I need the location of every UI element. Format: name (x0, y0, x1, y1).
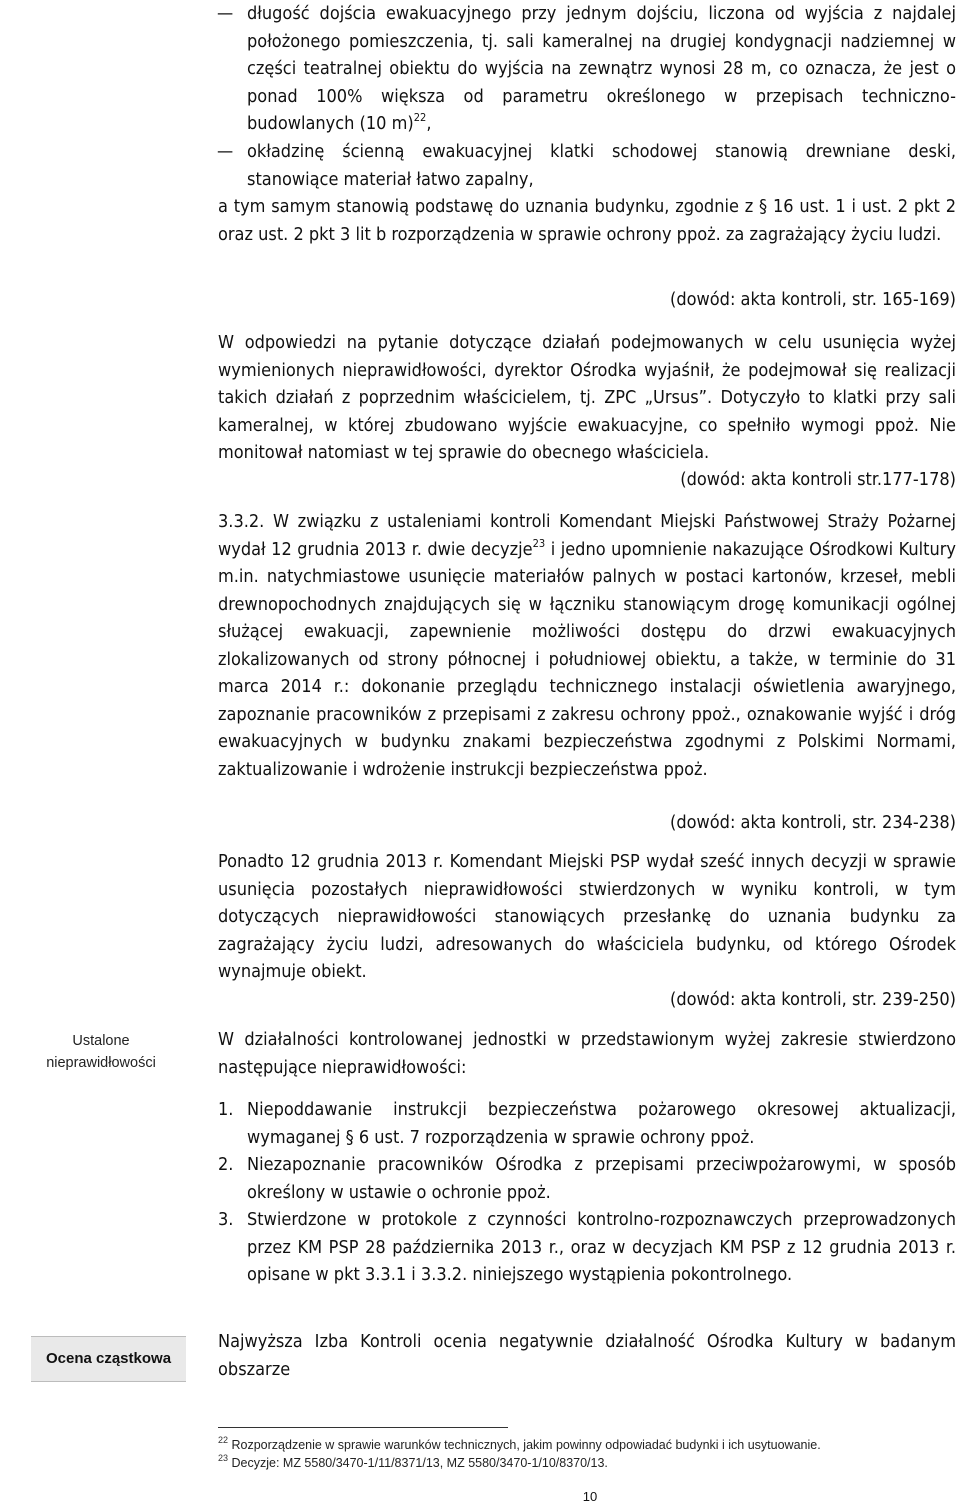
footnote-22: $^{22}$ Rozporządzenie w sprawie warunków technicznych, jakim powinny odpowiadać budynki i ich usytuowanie. (218, 1434, 821, 1452)
evidence-ref-1: (dowód: akta kontroli, str. 165-169) (670, 289, 956, 310)
side-label-partial-assessment: Ocena cząstkowa (31, 1336, 186, 1382)
irregularities-list (218, 1096, 956, 1316)
footnote-separator (218, 1427, 508, 1428)
footnote-ref-23: 23 (532, 536, 546, 550)
list-item: 3. Stwierdzone w protokole z czynności kontrolno-rozpoznawczych przeprowadzonych przez KM PSP 28 października 2013 r., oraz w decyzjach KM PSP z 12 grudnia 2013 r. opisane w pkt 3.3.1 i 3.3.2. niniejszego wystąpienia pokontrolnego. (218, 1209, 956, 1285)
bullet-evacuation-distance: — długość dojścia ewakuacyjnego przy jednym dojściu, liczona od wyjścia z najdalej położonego pomieszczenia, tj. sali kameralnej na drugiej kondygnacji nadziemnej w części teatralnej obiektu do wyjścia na zewnątrz wynosi 28 m, co oznacza, że jest o ponad 100% większa od parametru określonego w przepisach techniczno-budowlanych (10 m)$^{22}$, (247, 0, 956, 138)
assessment-paragraph: Najwyższa Izba Kontroli ocenia negatywnie działalność Ośrodka Kultury w badanym obszarze (218, 1331, 956, 1380)
bullet-wall-cladding: — okładzinę ścienną ewakuacyjnej klatki schodowej stanowią drewniane deski, stanowiące materiał łatwo zapalny, (247, 138, 956, 193)
page-number: 10 (582, 1489, 598, 1504)
evidence-ref-3: (dowód: akta kontroli, str. 234-238) (670, 812, 956, 833)
director-response-paragraph: W odpowiedzi na pytanie dotyczące działań podejmowanych w celu usunięcia wyżej wymienionych nieprawidłowości, dyrektor Ośrodka wyjaśnił, że podejmował się realizacji takich działań z poprzednim właścicielem, tj. ZPC „Ursus”. Dotyczyło to klatki przy sali kameralnej, w której zbudowano wyjście ewakuacyjne, co spełniło wymogi ppoż. Nie monitował natomiast w tej sprawie do obecnego właściciela. (218, 332, 956, 463)
list-item: 1. Niepoddawanie instrukcji bezpieczeństwa pożarowego okresowej aktualizacji, wymaganej § 6 ust. 7 rozporządzenia w sprawie ochrony ppoż. (218, 1099, 956, 1148)
footnote-23: $^{23}$ Decyzje: MZ 5580/3470-1/11/8371/13, MZ 5580/3470-1/10/8370/13. (218, 1452, 608, 1470)
additional-decisions-paragraph: Ponadto 12 grudnia 2013 r. Komendant Miejski PSP wydał sześć innych decyzji w sprawie usunięcia pozostałych nieprawidłowości stwierdzonych w wyniku kontroli, w tym dotyczących nieprawidłowości stanowiących przesłankę do uznania budynku za zagrażający życiu ludzi, adresowanych do właściciela budynku, od którego Ośrodek wynajmuje obiekt. (218, 851, 956, 982)
legal-basis-paragraph: a tym samym stanowią podstawę do uznania budynku, zgodnie z § 16 ust. 1 i ust. 2 pkt 2 oraz ust. 2 pkt 3 lit b rozporządzenia w sprawie ochrony ppoż. za zagrażający życiu ludzi. (218, 196, 956, 245)
section-332-paragraph: 3.3.2. W związku z ustaleniami kontroli Komendant Miejski Państwowej Straży Pożarnej wydał 12 grudnia 2013 r. dwie decyzje$^{23}$ i jedno upomnienie nakazujące Ośrodkowi Kultury m.in. natychmiastowe usunięcie materiałów palnych w postaci kartonów, krzeseł, mebli drewnopochodnych znajdujących się w łączniku stanowiącym drogę komunikacji ogólnej służącej ewakuacji, zapewnienie możliwości dostępu do drzwi ewakuacyjnych zlokalizowanych od strony północnej i południowej obiektu, a także, w terminie do 31 marca 2014 r.: dokonanie przeglądu technicznego instalacji oświetlenia awaryjnego, zapoznanie pracowników z przepisami z zakresu ochrony ppoż., oznakowanie wyjść i dróg ewakuacyjnych w budynku znakami bezpieczeństwa zgodnymi z Polskimi Normami, zaktualizowanie i wdrożenie instrukcji bezpieczeństwa ppoż. (218, 511, 956, 780)
irregularities-intro-paragraph: W działalności kontrolowanej jednostki w przedstawionym wyżej zakresie stwierdzono następujące nieprawidłowości: (218, 1029, 956, 1078)
side-label-irregularities: Ustalone nieprawidłowości (46, 1033, 156, 1071)
evidence-ref-2: (dowód: akta kontroli str.177-178) (680, 469, 956, 490)
list-item: 2. Niezapoznanie pracowników Ośrodka z przepisami przeciwpożarowymi, w sposób określony w ustawie o ochronie ppoż. (218, 1154, 956, 1203)
footnote-ref-22: 22 (413, 111, 427, 124)
evidence-ref-4: (dowód: akta kontroli, str. 239-250) (670, 989, 956, 1010)
